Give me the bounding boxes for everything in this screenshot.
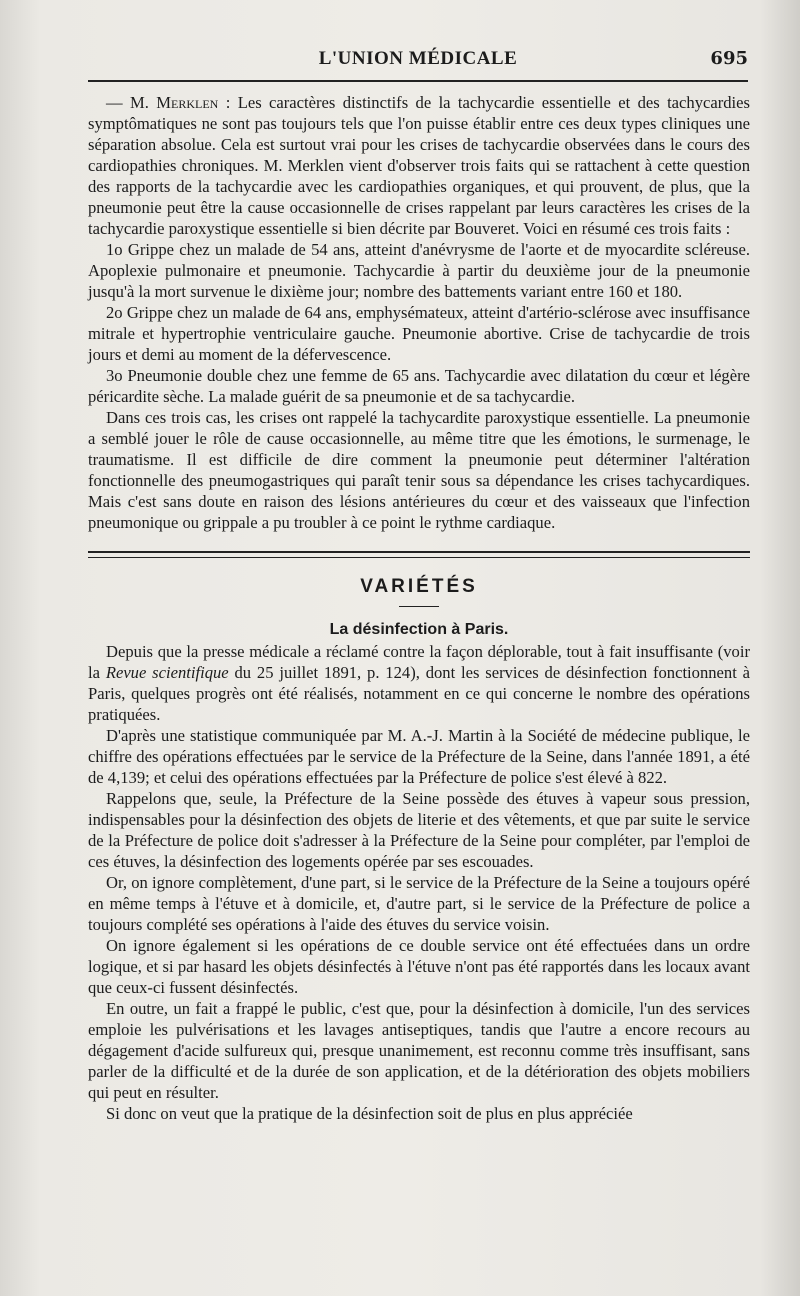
header-rule [88, 80, 748, 82]
section-title: VARIÉTÉS [360, 576, 478, 597]
desinfection-paragraph-6: En outre, un fait a frappé le public, c'est que, pour la désinfection à domicile, l'un des services emploie les pulvérisations et les lavages antiseptiques, tandis que l'autre a encore recours au dégagement d'acide sulfureux qui, presque unanimement, est reconnu comme très insuffisant, sans parler de la difficulté et de la durée de son application, et de la détérioration des objets mobiliers qui peut en résulter. [88, 999, 750, 1102]
case-1-paragraph: 1o Grippe chez un malade de 54 ans, atteint d'anévrysme de l'aorte et de myocardite scléreuse. Apoplexie pulmonaire et pneumonie. Tachycardie à partir du deuxième jour de la pneumonie jusqu'à la mort survenue le dixième jour; nombre des battements variant entre 160 et 180. [88, 240, 750, 301]
dash-lead: — M. [106, 93, 157, 112]
text-segment: Depuis que la presse médicale a réclamé contre la façon déplorable, tout à fait insuffisante (voir la [88, 642, 750, 682]
desinfection-paragraph-3: Rappelons que, seule, la Préfecture de la Seine possède des étuves à vapeur sous pression, indispensables pour la désinfection des objets de literie et des vêtements, et que par suite le service de la Préfecture de police doit s'adresser à la Préfecture de la Seine pour compléter, par l'emploi de ces étuves, la désinfection des logements opérée par ses escouades. [88, 789, 750, 871]
desinfection-paragraph-1 [88, 641, 750, 725]
case-3-paragraph: 3o Pneumonie double chez une femme de 65 ans. Tachycardie avec dilatation du cœur et légère péricardite sèche. La malade guérit de sa pneumonie et de sa tachycardie. [88, 366, 750, 406]
text-segment: du 25 juillet 1891, p. 124), dont les services de désinfection fonctionnent à Paris, quelques progrès ont été réalisés, notamment en ce qui concerne le nombre des opérations pratiquées. [88, 663, 751, 724]
merklen-text: : Les caractères distinctifs de la tachycardie essentielle et des tachycardies symptômatiques ne sont pas toujours tels que l'on puisse établir entre ces deux types cliniques une séparation absolue. Cela est surtout vrai pour les crises de tachycardie observées dans le cours des cardiopathies chroniques. M. Merklen vient d'observer trois faits qui se rattachent à cette question des rapports de la tachycardie avec les cardiopathies organiques, et qui prouvent, de plus, que la pneumonie peut être la cause occasionnelle de crises rappelant par leurs caractères les crises de la tachycardie paroxystique essentielle si bien décrite par Bouveret. Voici en résumé ces trois faits : [88, 93, 750, 238]
title-underline [399, 606, 439, 607]
page-body [88, 92, 750, 1124]
page-header [88, 48, 748, 74]
journal-title: Revue scientifique [105, 663, 229, 682]
case-2-paragraph: 2o Grippe chez un malade de 64 ans, emphysémateux, atteint d'artério-sclérose avec insuffisance mitrale et hypertrophie ventriculaire gauche. Pneumonie abortive. Crise de tachycardie de trois jours et demi au moment de la défervescence. [88, 303, 750, 364]
merklen-paragraph [88, 92, 750, 239]
conclusion-paragraph: Dans ces trois cas, les crises ont rappelé la tachycardite paroxystique essentielle. La pneumonie a semblé jouer le rôle de cause occasionnelle, au même titre que les émotions, le surmenage, le traumatisme. Il est difficile de dire comment la pneumonie peut déterminer l'altération fonctionnelle des pneumogastriques qui paraît tenir sous sa dépendance les crises tachycardiques. Mais c'est sans doute en raison des lésions antérieures du cœur et des vaisseaux que l'infection pneumonique ou grippale a pu troubler à ce point le rythme cardiaque. [88, 408, 750, 532]
running-title: L'UNION MÉDICALE [318, 48, 518, 69]
desinfection-paragraph-4: Or, on ignore complètement, d'une part, si le service de la Préfecture de la Seine a toujours opéré en même temps à l'étuve et à domicile, et, d'autre part, si le service de la Préfecture de police a toujours complété ses opérations à l'aide des étuves du service voisin. [88, 873, 750, 934]
author-name: Merklen [156, 93, 219, 112]
page-number: 695 [710, 48, 748, 69]
desinfection-paragraph-7: Si donc on veut que la pratique de la désinfection soit de plus en plus appréciée [106, 1104, 633, 1123]
desinfection-paragraph-5: On ignore également si les opérations de ce double service ont été effectuées dans un ordre logique, et si par hasard les objets désinfectés à l'étuve n'ont pas été rapportés dans les locaux avant que ceux-ci fussent désinfectés. [88, 936, 750, 997]
article-title: La désinfection à Paris. [329, 621, 509, 638]
section-divider [88, 551, 750, 558]
desinfection-paragraph-2: D'après une statistique communiquée par M. A.-J. Martin à la Société de médecine publique, le chiffre des opérations effectuées par le service de la Préfecture de la Seine, dans l'année 1891, a été de 4,139; et celui des opérations effectuées par la Préfecture de police s'est élevé à 822. [88, 726, 750, 787]
